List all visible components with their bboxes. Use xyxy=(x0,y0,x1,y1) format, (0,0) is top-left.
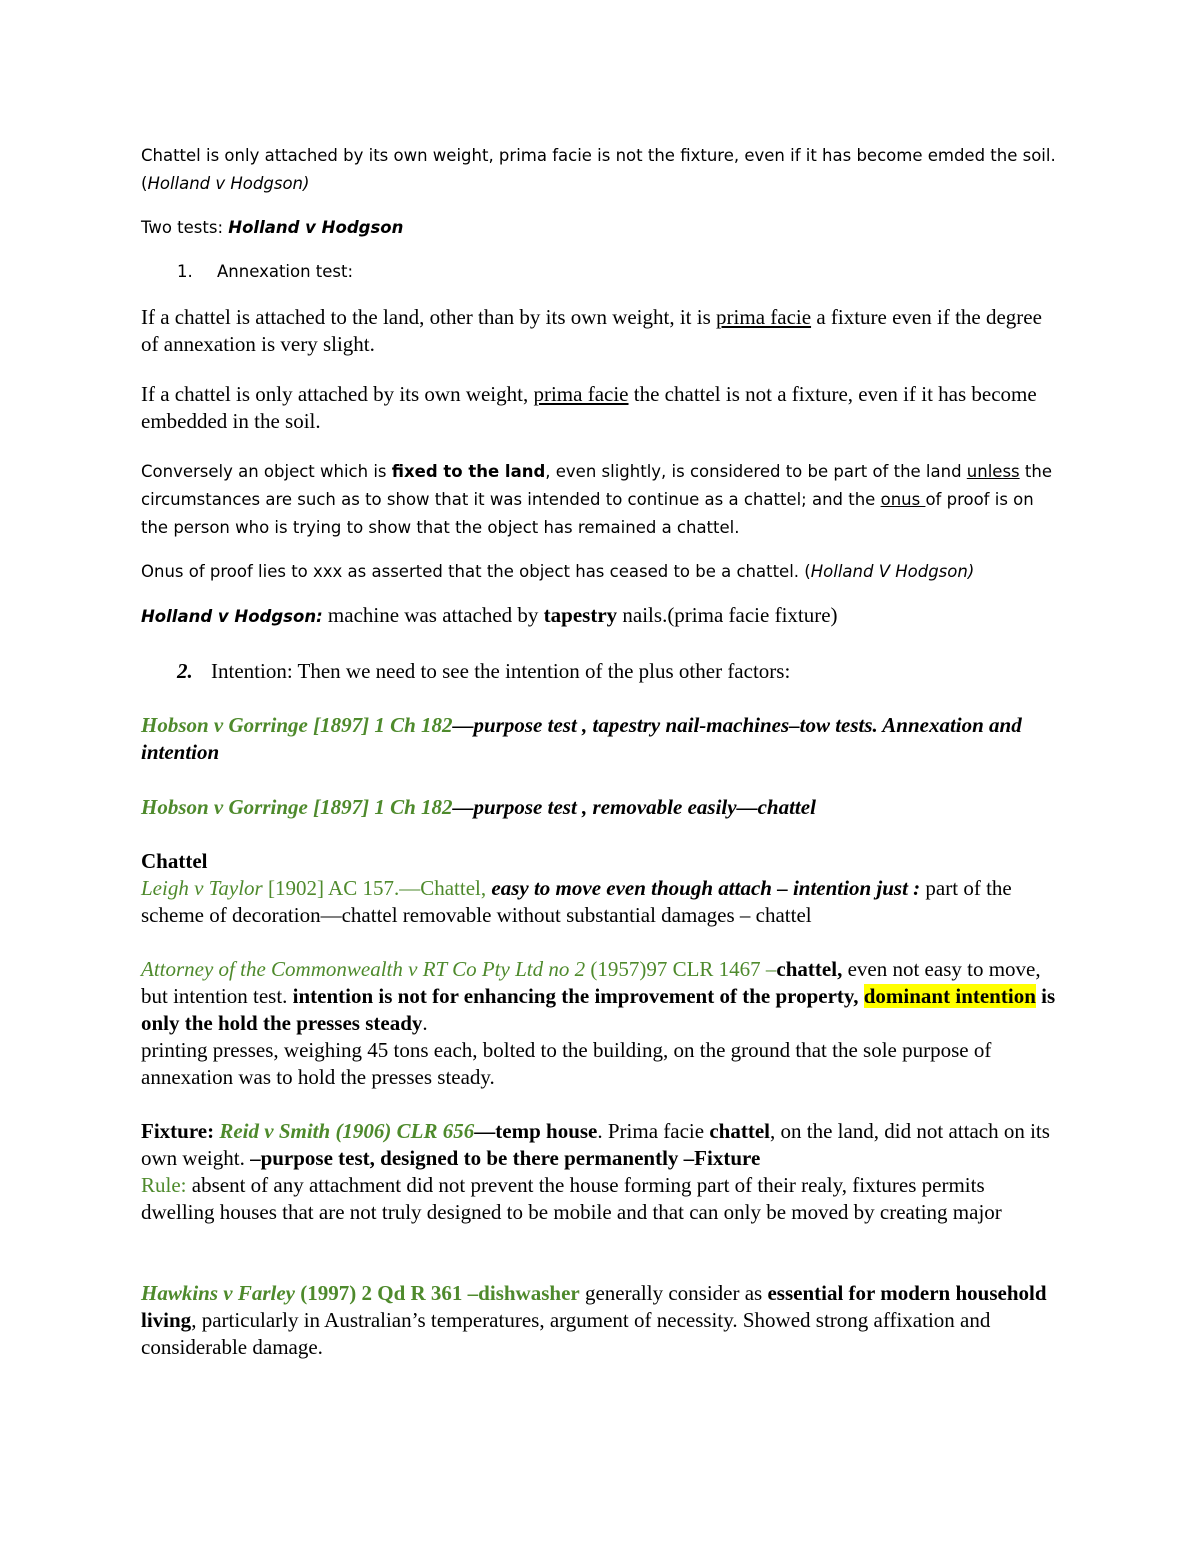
case-citation: (1957)97 CLR 1467 – xyxy=(585,957,777,981)
list-text: Annexation test: xyxy=(217,262,354,281)
case-name: Reid v Smith (1906) CLR 656 xyxy=(219,1119,475,1143)
paragraph-leigh-taylor xyxy=(141,875,1061,929)
underlined-term: prima facie xyxy=(716,305,812,329)
text: a fixture even if the degree of annexation is very slight. xyxy=(141,305,1042,356)
text: machine was attached by xyxy=(322,603,544,627)
text: part of the scheme of decoration—chattel removable without substantial damages – chattel xyxy=(141,876,1012,927)
paragraph-printing-presses xyxy=(141,1037,1061,1091)
paragraph-conversely xyxy=(141,458,1061,542)
paragraph-rule xyxy=(141,1172,1061,1226)
case-name: Hobson v Gorringe [1897] 1 Ch 182 xyxy=(141,713,453,737)
case-citation: (1997) 2 Qd R 361 –dishwasher xyxy=(295,1281,580,1305)
text: nails.(prima facie fixture) xyxy=(617,603,838,627)
heading-chattel xyxy=(141,848,1061,875)
bold-term: intention is not for enhancing the improvement of the property, xyxy=(292,984,864,1008)
underlined-term: onus xyxy=(880,490,926,509)
paragraph-attached-rule xyxy=(141,304,1061,358)
list-text: Intention: Then we need to see the intention of the plus other factors: xyxy=(211,659,791,683)
paragraph-hobson-2 xyxy=(141,794,1061,821)
paragraph-two-tests xyxy=(141,214,1061,242)
rule-label: Rule: xyxy=(141,1173,187,1197)
text: the chattel is not a fixture, even if it has become embedded in the soil. xyxy=(141,382,1037,433)
paragraph-hawkins-farley xyxy=(141,1280,1061,1361)
list-number: 1. xyxy=(177,262,193,281)
case-ref: Holland v Hodgson) xyxy=(147,174,310,193)
case-note: —purpose test , tapestry nail-machines–tow tests. Annexation and intention xyxy=(141,713,1022,764)
case-name: Hawkins v Farley xyxy=(141,1281,296,1305)
bold-term: fixed to the land xyxy=(391,462,546,481)
text: generally consider as xyxy=(579,1281,768,1305)
text: . xyxy=(422,1011,428,1035)
text: the circumstances are such as to show that it was intended to continue as a chattel; and the xyxy=(141,462,1052,509)
paragraph-onus xyxy=(141,558,1061,586)
text: If a chattel is only attached by its own weight, xyxy=(141,382,534,406)
text: , even slightly, is considered to be part of the land xyxy=(545,462,967,481)
list-item-intention xyxy=(177,658,1097,685)
bold-term: —temp house xyxy=(474,1119,598,1143)
case-ref: Holland V Hodgson) xyxy=(810,562,975,581)
list-item-annexation xyxy=(177,258,1097,286)
bold-term: chattel, xyxy=(776,957,843,981)
bold-term: essential for modern household living xyxy=(141,1281,1047,1332)
case-ref: Holland v Hodgson: xyxy=(141,607,323,626)
text: Conversely an object which is xyxy=(141,462,392,481)
paragraph-holland-machine xyxy=(141,602,1061,631)
paragraph-reid-smith xyxy=(141,1118,1061,1172)
text: of proof is on the person who is trying to show that the object has remained a chattel. xyxy=(141,490,1034,537)
bold-term: is only the hold the presses steady xyxy=(141,984,1056,1035)
text: Chattel is only attached by its own weight, prima facie is not the fixture, even if it has become emded the soil. ( xyxy=(141,146,1056,193)
underlined-term: unless xyxy=(966,462,1020,481)
text: If a chattel is attached to the land, other than by its own weight, it is xyxy=(141,305,717,329)
bold-term: chattel xyxy=(709,1119,770,1143)
case-note: easy to move even though attach – intention just : xyxy=(491,876,921,900)
underlined-term: prima facie xyxy=(533,382,629,406)
label: Fixture: xyxy=(141,1119,220,1143)
list-number: 2. xyxy=(177,659,193,683)
paragraph-hobson-1 xyxy=(141,712,1061,766)
text: Two tests: xyxy=(141,218,229,237)
text: Onus of proof lies to xxx as asserted that the object has ceased to be a chattel. ( xyxy=(141,562,811,581)
text: absent of any attachment did not prevent the house forming part of their realy, fixtures permits dwelling houses that are not truly designed to be mobile and that can only be moved by creating major xyxy=(141,1173,1002,1224)
case-name: Leigh v Taylor xyxy=(141,876,263,900)
highlighted-term: dominant intention xyxy=(863,984,1036,1008)
case-note: —purpose test , removable easily—chattel xyxy=(452,795,816,819)
text: even not easy to move, but intention test. xyxy=(141,957,1041,1008)
case-name: Hobson v Gorringe [1897] 1 Ch 182 xyxy=(141,795,453,819)
text: printing presses, weighing 45 tons each, bolted to the building, on the ground that the sole purpose of annexation was to hold the presses steady. xyxy=(141,1038,992,1089)
text: . Prima facie xyxy=(597,1119,710,1143)
section-heading: Chattel xyxy=(141,849,208,873)
bold-term: tapestry xyxy=(543,603,618,627)
paragraph-holland-summary xyxy=(141,142,1061,198)
case-ref: Holland v Hodgson xyxy=(228,218,404,237)
text: , particularly in Australian’s temperatures, argument of necessity. Showed strong affixation and considerable damage. xyxy=(141,1308,991,1359)
bold-term: –purpose test, designed to be there permanently –Fixture xyxy=(250,1146,761,1170)
case-name: Attorney of the Commonwealth v RT Co Pty Ltd no 2 xyxy=(141,957,586,981)
paragraph-own-weight-rule xyxy=(141,381,1061,435)
paragraph-attorney-commonwealth xyxy=(141,956,1061,1037)
text: , on the land, did not attach on its own weight. xyxy=(141,1119,1050,1170)
case-citation: [1902] AC 157.—Chattel, xyxy=(262,876,492,900)
